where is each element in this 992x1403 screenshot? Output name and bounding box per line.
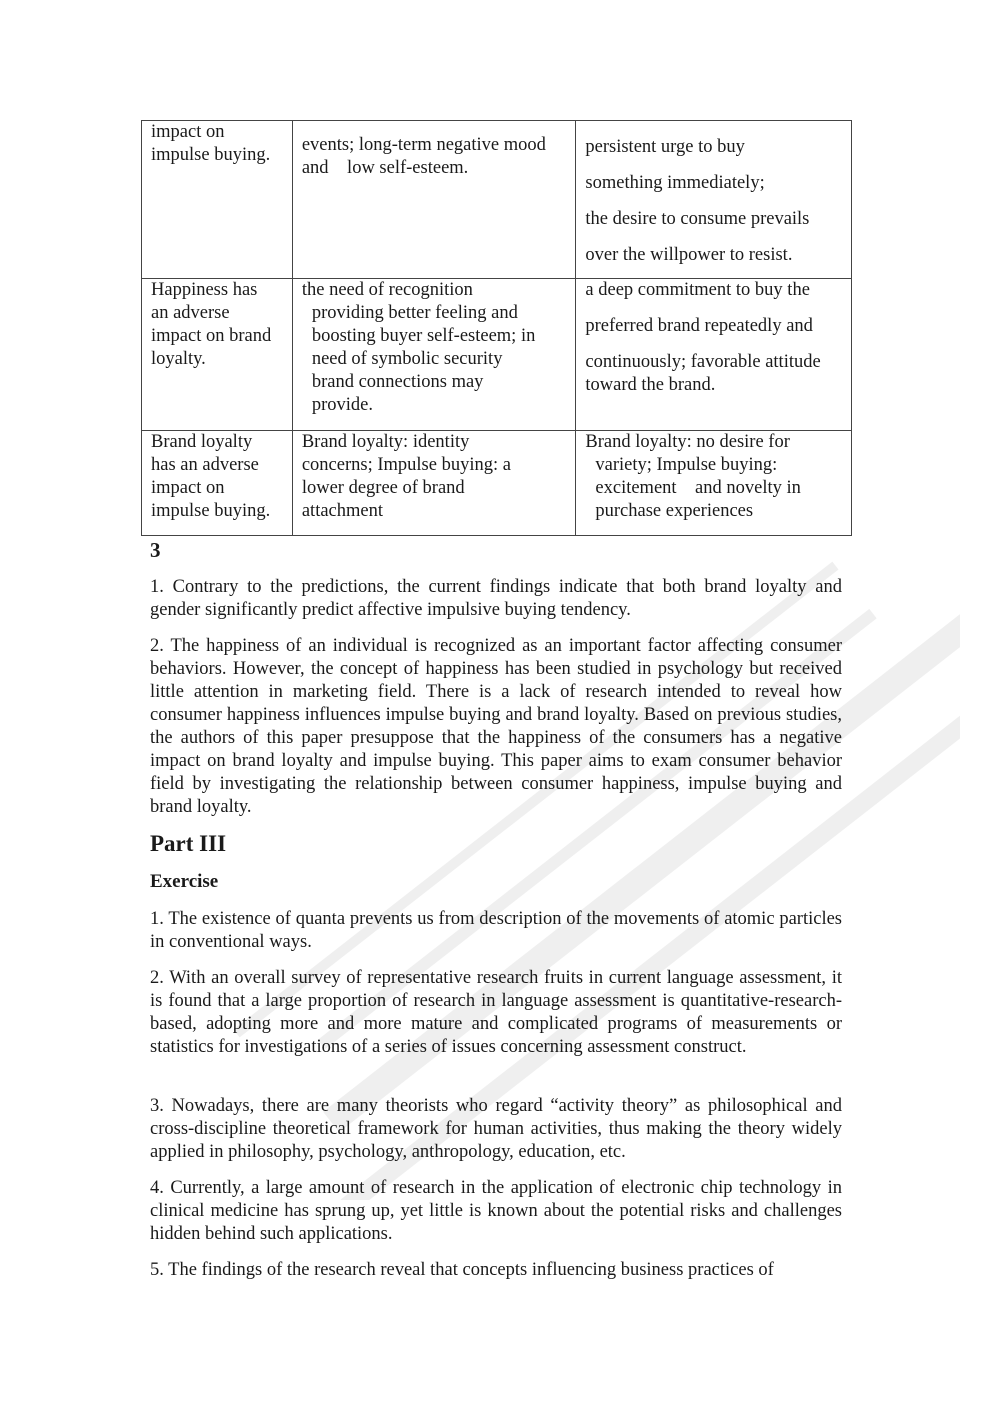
- cell-line: impact on: [151, 478, 225, 498]
- cell-line: need of symbolic security: [311, 349, 503, 369]
- cell-line: attachment: [301, 501, 383, 521]
- exercise-item: 4. Currently, a large amount of research in the application of electronic chip technology in clinical medicine has sprung up, yet little is known about the potential risks and challenges hidden behind such applications.: [150, 1178, 842, 1244]
- table-cell: [576, 121, 852, 279]
- paragraph: 1. Contrary to the predictions, the current findings indicate that both brand loyalty and gender significantly predict affective impulsive buying tendency.: [150, 577, 842, 620]
- table-cell: [292, 121, 576, 279]
- cell-line: persistent urge to buy: [585, 137, 745, 157]
- table-row: [142, 121, 852, 279]
- table-cell: [142, 431, 293, 536]
- cell-line: excitement and novelty in: [595, 478, 801, 498]
- cell-line: continuously; favorable attitude: [585, 352, 821, 372]
- cell-line: impact on: [151, 122, 225, 142]
- cell-line: impulse buying.: [151, 145, 271, 165]
- cell-line: provide.: [311, 395, 373, 415]
- exercise-item: 2. With an overall survey of representative research fruits in current language assessment, it is found that a large proportion of research in language assessment is quantitative-research-based, adopting more and more mature and complicated programs of measurements or statistics for investigations of a series of issues concerning assessment construct.: [150, 968, 842, 1057]
- cell-line: preferred brand repeatedly and: [585, 316, 813, 336]
- cell-line: something immediately;: [585, 173, 765, 193]
- cell-line: over the willpower to resist.: [585, 245, 793, 265]
- exercise-item: 5. The findings of the research reveal that concepts influencing business practices of: [150, 1260, 774, 1280]
- cell-line: and low self-esteem.: [301, 158, 469, 178]
- table-row: [142, 279, 852, 431]
- table-cell: [576, 431, 852, 536]
- cell-line: Happiness has: [151, 280, 258, 300]
- cell-line: impact on brand: [151, 326, 272, 346]
- section-heading: 3: [150, 538, 161, 562]
- table-cell: [292, 431, 576, 536]
- table-cell: [142, 279, 293, 431]
- cell-line: brand connections may: [311, 372, 484, 392]
- cell-line: a deep commitment to buy the: [585, 280, 810, 300]
- cell-line: purchase experiences: [595, 501, 754, 521]
- cell-line: lower degree of brand: [301, 478, 465, 498]
- cell-line: an adverse: [151, 303, 230, 323]
- cell-line: impulse buying.: [151, 501, 271, 521]
- cell-line: has an adverse: [151, 455, 259, 475]
- cell-line: concerns; Impulse buying: a: [301, 455, 511, 475]
- hypothesis-table: [141, 120, 852, 536]
- table-cell: [292, 279, 576, 431]
- part-title: Part III: [150, 831, 227, 856]
- cell-line: boosting buyer self-esteem; in: [311, 326, 536, 346]
- exercise-item: 3. Nowadays, there are many theorists who regard “activity theory” as philosophical and cross-discipline theoretical framework for human activities, thus making the theory widely applied in philosophy, psychology, anthropology, education, etc.: [150, 1096, 842, 1162]
- cell-line: Brand loyalty: identity: [301, 432, 470, 452]
- table-row: [142, 431, 852, 536]
- cell-line: toward the brand.: [585, 375, 716, 395]
- cell-line: Brand loyalty: [151, 432, 253, 452]
- cell-line: the desire to consume prevails: [585, 209, 810, 229]
- cell-line: providing better feeling and: [311, 303, 518, 323]
- cell-line: variety; Impulse buying:: [595, 455, 778, 475]
- cell-line: Brand loyalty: no desire for: [585, 432, 790, 452]
- paragraph: 2. The happiness of an individual is recognized as an important factor affecting consumer behaviors. However, the concept of happiness has been studied in psychology but received little attention in marketing field. There is a lack of research intended to reveal how consumer happiness influences impulse buying and brand loyalty. Based on previous studies, the authors of this paper presuppose that the happiness of the consumers has a negative impact on brand loyalty and impulse buying. This paper aims to exam consumer behavior field by investigating the relationship between consumer happiness, impulse buying and brand loyalty.: [150, 636, 842, 817]
- exercise-heading: Exercise: [150, 871, 219, 892]
- cell-line: loyalty.: [151, 349, 206, 369]
- exercise-item: 1. The existence of quanta prevents us from description of the movements of atomic particles in conventional ways.: [150, 909, 842, 952]
- table-cell: [142, 121, 293, 279]
- cell-line: events; long-term negative mood: [301, 135, 546, 155]
- cell-line: the need of recognition: [301, 280, 473, 300]
- table-cell: [576, 279, 852, 431]
